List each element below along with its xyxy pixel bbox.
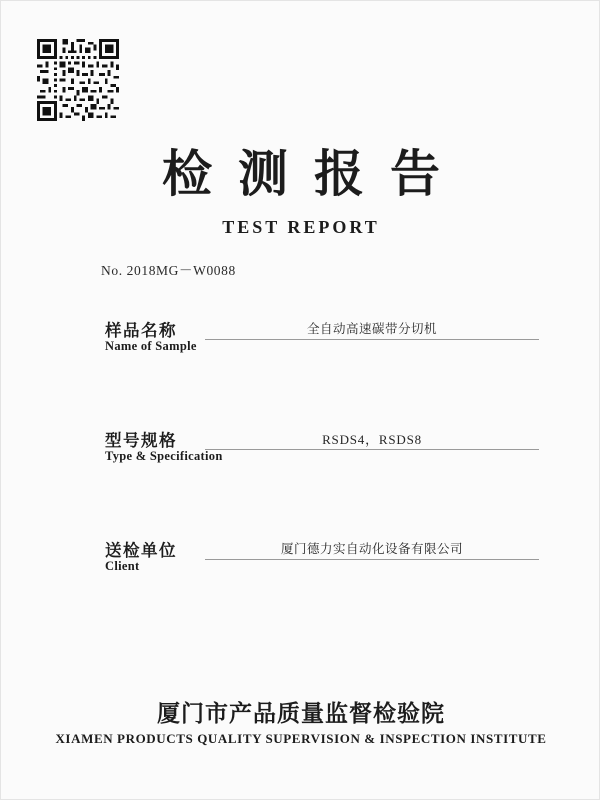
field-underline — [205, 537, 539, 560]
report-number: No. 2018MG－W0088 — [101, 263, 236, 278]
field-underline — [205, 317, 539, 340]
field-label-zh: 型号规格 — [105, 431, 177, 450]
field-label-zh: 样品名称 — [105, 321, 177, 340]
field-underline — [205, 427, 539, 450]
issuer-name-en: XIAMEN PRODUCTS QUALITY SUPERVISION & INSPECTION INSTITUTE — [55, 731, 547, 746]
qr-code-icon — [37, 39, 119, 121]
field-label-en: Client — [105, 559, 140, 573]
field-type-specification — [105, 427, 535, 477]
field-label-en: Type & Specification — [105, 449, 223, 463]
issuer-name-zh: 厦门市产品质量监督检验院 — [157, 701, 445, 727]
page-title-en: TEST REPORT — [222, 217, 380, 237]
field-value: RSDS4，RSDS8 — [322, 432, 422, 447]
field-label-zh: 送检单位 — [105, 541, 177, 560]
field-value: 全自动高速碳带分切机 — [306, 321, 437, 336]
field-name-of-sample — [105, 317, 535, 367]
page-title-zh: 检测报告 — [162, 145, 466, 203]
field-label-en: Name of Sample — [105, 339, 197, 353]
field-client — [105, 537, 535, 587]
field-value: 厦门德力实自动化设备有限公司 — [280, 541, 463, 556]
